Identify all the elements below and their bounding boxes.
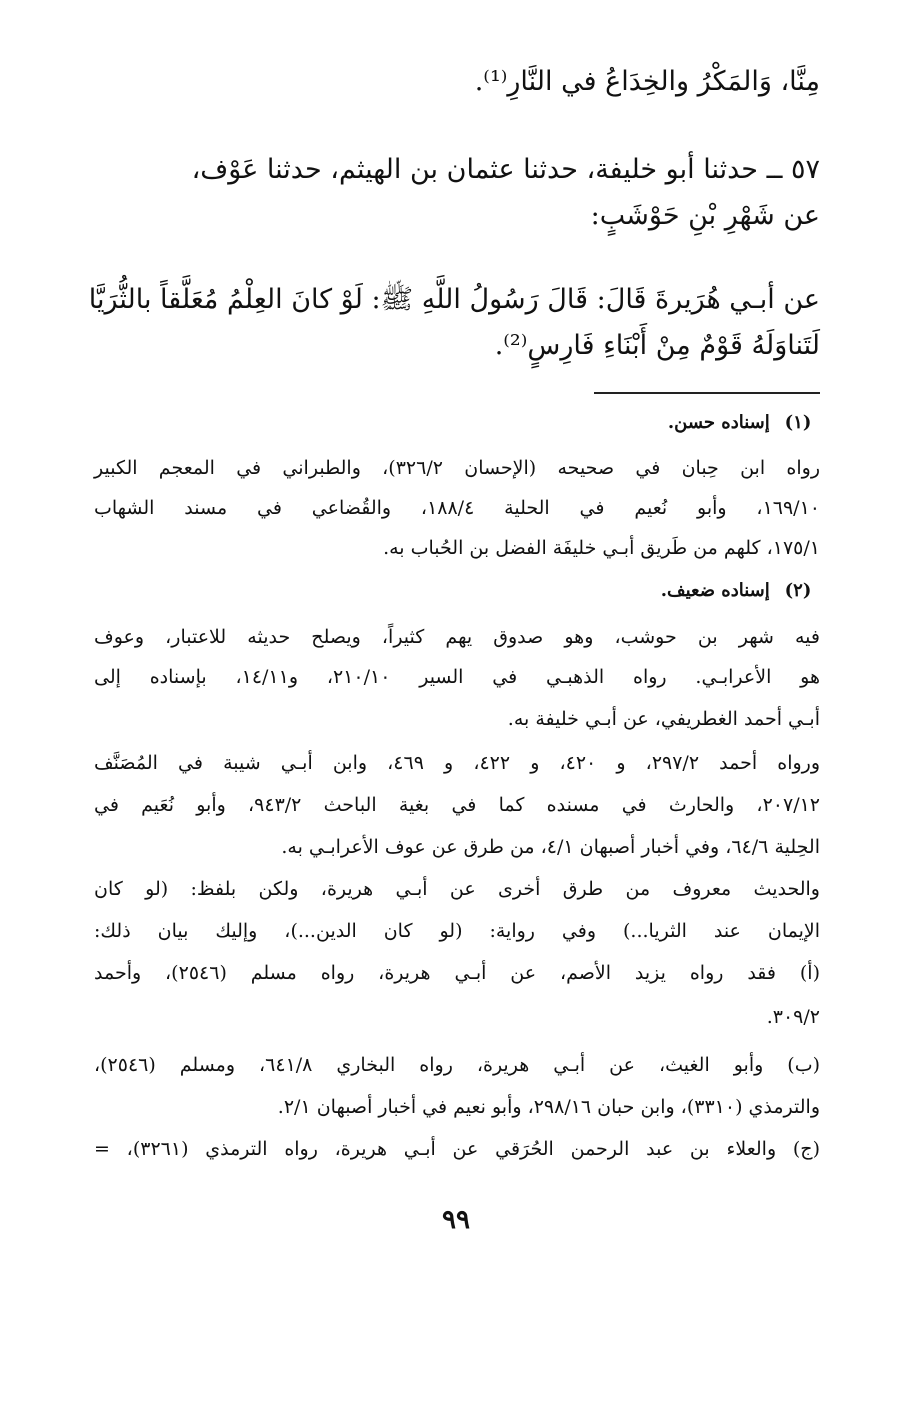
footnote-2-heading [94,576,820,606]
footnote-line: أبـي أحمد الغطريفي، عن أبـي خليفة به. [507,708,820,730]
footnote-line: هو الأعرابـي. رواه الذهبـي في السير ٢١٠/١٠، و١٤/١١، بإسناده إلى [94,666,820,688]
footnote-line: رواه ابن حِبان في صحيحه (الإحسان ٣٢٦/٢)، والطبراني في المعجم الكبير [94,457,820,479]
page-number: ٩٩ [442,1205,470,1235]
footnote-line: (أ) فقد رواه يزيد الأصم، عن أبـي هريرة، رواه مسلم (٢٥٤٦)، وأحمد [94,962,821,984]
footnote-line: الإيمان عند الثريا...) وفي رواية: (لو كان الدين...)، وإليك بيان ذلك: [94,920,820,942]
footnote-line: (ب) وأبو الغيث، عن أبـي هريرة، رواه البخاري ٦٤١/٨، ومسلم (٢٥٤٦)، [94,1054,820,1076]
footnote-number: (١) [784,412,812,433]
footnote-line: الحِلية ٦٤/٦، وفي أخبار أصبهان ٤/١، من طرق عن عوف الأعرابـي به. [281,836,820,858]
footnote-line: ١٧٥/١، كلهم من طَريق أبـي خليفَة الفضل بن الحُباب به. [383,537,820,559]
hadith-text-line: لَتَناوَلَهُ قَوْمٌ مِنْ أَبْنَاءِ فَارِسٍ⁽²⁾. [494,330,820,361]
footnote-line: فيه شهر بن حوشب، وهو صدوق يهم كثيراً، ويصلح حديثه للاعتبار، وعوف [94,626,820,648]
footnote-1-heading [94,408,820,438]
hadith-text-line: عن أبـي هُرَيرةَ قَالَ: قَالَ رَسُولُ اللَّهِ ﷺ: لَوْ كانَ العِلْمُ مُعَلَّقاً بالثُّرَيَّا [88,284,820,315]
footnote-line: (ج) والعلاء بن عبد الرحمن الحُرَقي عن أبـي هريرة، رواه الترمذي (٣٢٦١)، = [94,1138,820,1160]
footnote-grade: إسناده حسن. [667,412,770,433]
footnote-line: ٣٠٩/٢. [766,1006,820,1028]
footnote-divider [594,392,820,394]
footnote-line: ١٦٩/١٠، وأبو نُعيم في الحلية ١٨٨/٤، والقُضاعي في مسند الشهاب [94,497,820,519]
footnote-line: والحديث معروف من طرق أخرى عن أبـي هريرة، ولكن بلفظ: (لو كان [94,878,820,900]
hadith-text-line: مِنَّا، وَالمَكْرُ والخِدَاعُ في النَّارِ⁽¹⁾. [474,66,820,97]
hadith-isnad-line: عن شَهْرِ بْنِ حَوْشَبٍ: [590,200,820,231]
footnote-grade: إسناده ضعيف. [660,580,770,601]
footnote-line: ورواه أحمد ٢٩٧/٢، و ٤٢٠، و ٤٢٢، و ٤٦٩، وابن أبـي شيبة في المُصَنَّف [94,752,821,774]
footnote-number: (٢) [784,580,812,601]
footnote-line: والترمذي (٣٣١٠)، وابن حبان ٢٩٨/١٦، وأبو نعيم في أخبار أصبهان ٢/١. [277,1096,820,1118]
hadith-isnad-line: ٥٧ ــ حدثنا أبو خليفة، حدثنا عثمان بن الهيثم، حدثنا عَوْف، [191,154,820,185]
footnote-line: ٢٠٧/١٢، والحارث في مسنده كما في بغية الباحث ٩٤٣/٢، وأبو نُعَيم في [94,794,821,816]
